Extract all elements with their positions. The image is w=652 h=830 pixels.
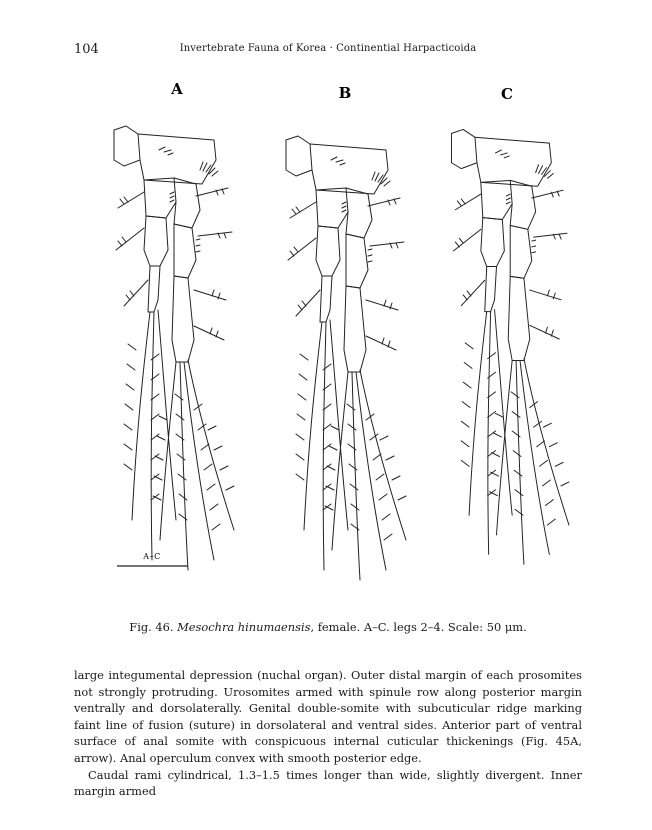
panel-label-c: C [501, 85, 513, 103]
body-paragraph: Caudal rami cylindrical, 1.3–1.5 times longer than wide, slightly divergent. Inner margin armed [74, 767, 582, 799]
page-number: 104 [74, 42, 99, 57]
figure-46 [0, 70, 652, 610]
caption-suffix: , female. A–C. legs 2–4. Scale: 50 μm. [310, 620, 527, 634]
figure-caption [74, 620, 582, 634]
scale-bar-label: A–C [143, 552, 161, 561]
body-text [74, 667, 582, 800]
page-header [74, 42, 582, 58]
leg-drawing-b [286, 136, 406, 580]
panel-label-a: A [171, 80, 183, 98]
running-title: Invertebrate Fauna of Korea · Continential Harpacticoida [179, 43, 477, 54]
leg-drawing-c [451, 129, 568, 564]
caption-species: Mesochra hinumaensis [177, 620, 311, 634]
caption-prefix: Fig. 46. [129, 620, 178, 634]
panel-label-b: B [338, 84, 352, 102]
leg-illustration [0, 70, 652, 610]
leg-drawing-a [114, 126, 234, 570]
body-paragraph: large integumental depression (nuchal organ). Outer distal margin of each prosomites not strongly protruding. Urosomites armed with spinule row along posterior margin ventrally and dorsolaterally. Genital double-somite with subcuticular ridge marking faint line of fusion (suture) in dorsolateral and ventral sides. Anterior part of ventral surface of anal somite with conspicuous internal cuticular thickenings (Fig. 45A, arrow). Anal operculum convex with smooth posterior edge. [74, 668, 582, 765]
